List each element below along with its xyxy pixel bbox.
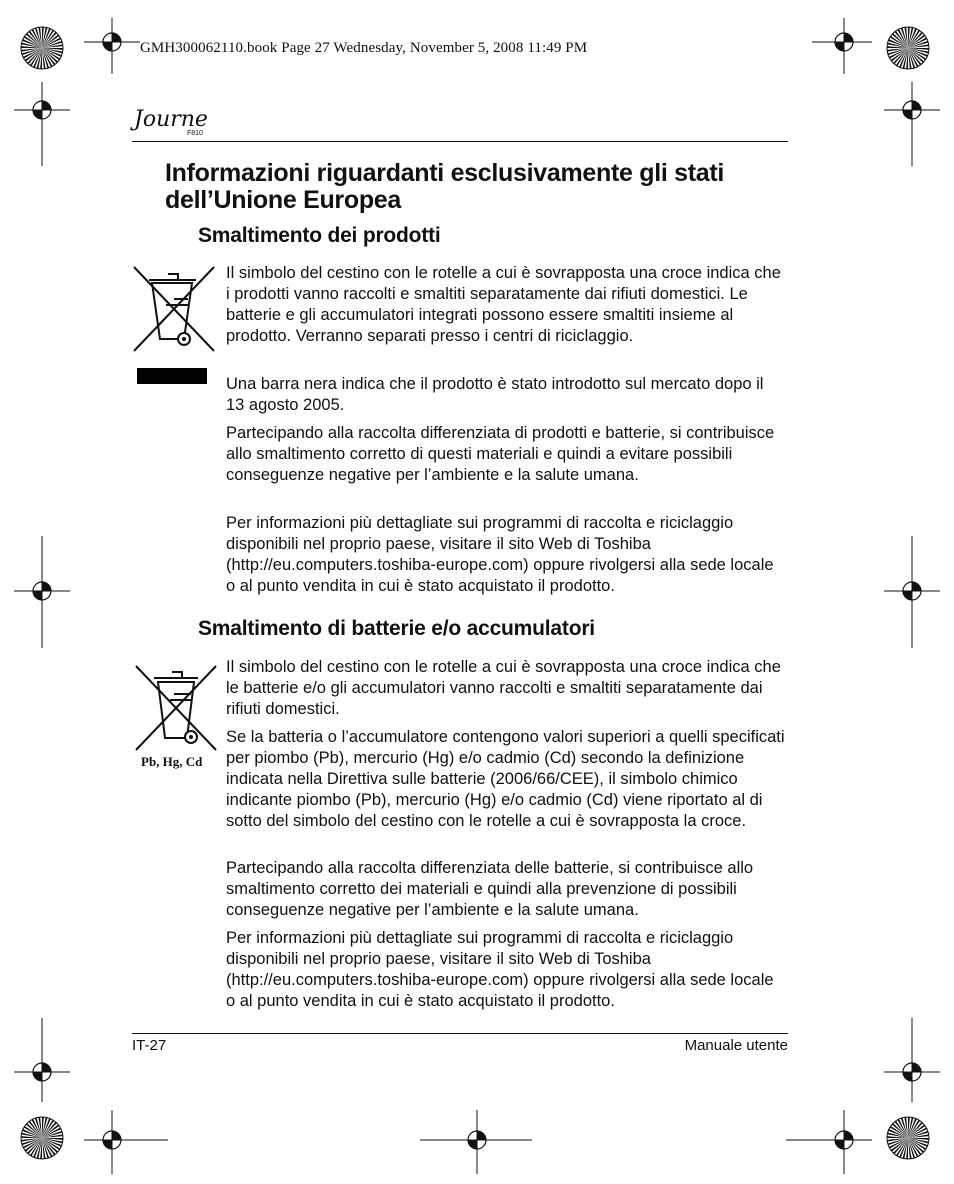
registration-mark-icon [14,82,70,166]
s2-paragraph-1: Il simbolo del cestino con le rotelle a cui è sovrapposta una croce indica che le batterie e/o gli accumulatori vanno raccolti e smaltiti separatamente dai rifiuti domestici. [226,658,781,718]
star-target-icon [886,1116,930,1160]
manual-name: Manuale utente [684,1037,788,1054]
registration-mark-icon [14,1018,70,1102]
registration-mark-icon [420,1110,532,1174]
s1-paragraph-4: Per informazioni più dettagliate sui programmi di raccolta e riciclaggio disponibili nel proprio paese, visitare il sito Web di Toshiba (http://eu.computers.toshiba-europe.com) oppure rivolgersi alla sede locale o al punto vendita in cui è stato acquistato il prodotto. [226,514,774,595]
registration-mark-icon [84,18,140,74]
s2-paragraph-2: Se la batteria o l’accumulatore contengono valori superiori a quelli specificati per piombo (Pb), mercurio (Hg) e/o cadmio (Cd) secondo la definizione indicata nella Direttiva sulle batterie (2006/66/CEE), il simbolo chimico indicante piombo (Pb), mercurio (Hg) e/o cadmio (Cd) viene riportato al di sotto del simbolo del cestino con le rotelle a cui è sovrapposta la croce. [226,728,785,830]
footer-rule [132,1033,788,1034]
registration-mark-icon [884,536,940,648]
s2-paragraph-4: Per informazioni più dettagliate sui programmi di raccolta e riciclaggio disponibili nel proprio paese, visitare il sito Web di Toshiba (http://eu.computers.toshiba-europe.com) oppure rivolgersi alla sede locale o al punto vendita in cui è stato acquistato il prodotto. [226,929,774,1010]
chemical-symbols-caption: Pb, Hg, Cd [141,754,203,769]
wheelie-bin-crossed-icon [132,263,216,355]
registration-mark-icon [884,82,940,166]
section-heading-products: Smaltimento dei prodotti [198,224,441,247]
page-title: Informazioni riguardanti esclusivamente gli stati dell’Unione Europea [165,159,725,214]
logo-model-label: F810 [187,130,203,137]
s1-paragraph-3: Partecipando alla raccolta differenziata di prodotti e batterie, si contribuisce allo smaltimento corretto di questi materiali e quindi a evitare possibili conseguenze negative per l’ambiente e la salute umana. [226,424,775,484]
star-target-icon [886,26,930,70]
s1-paragraph-2: Una barra nera indica che il prodotto è stato introdotto sul mercato dopo il 13 agosto 2005. [226,375,764,414]
battery-bin-crossed-icon [134,664,218,752]
registration-mark-icon [884,1018,940,1102]
registration-mark-icon [812,18,872,74]
star-target-icon [20,26,64,70]
s2-paragraph-3: Partecipando alla raccolta differenziata delle batterie, si contribuisce allo smaltimento corretto dei materiali e quindi alla prevenzione di possibili conseguenze negative per l’ambiente e la salute umana. [226,859,754,919]
registration-mark-icon [786,1110,872,1174]
section-heading-batteries: Smaltimento di batterie e/o accumulatori [198,617,595,640]
registration-mark-icon [84,1110,168,1174]
s1-paragraph-1: Il simbolo del cestino con le rotelle a cui è sovrapposta una croce indica che i prodotti vanno raccolti e smaltiti separatamente dai rifiuti domestici. Le batterie e gli accumulatori integrati possono essere smaltiti insieme al prodotto. Verranno separati presso i centri di riciclaggio. [226,264,781,345]
header-rule [132,141,788,142]
print-slug: GMH300062110.book Page 27 Wednesday, November 5, 2008 11:49 PM [140,40,588,56]
black-bar [137,368,207,384]
star-target-icon [20,1116,64,1160]
registration-mark-icon [14,536,70,648]
page-number: IT-27 [132,1037,167,1054]
journe-logo: Journe [134,107,208,132]
